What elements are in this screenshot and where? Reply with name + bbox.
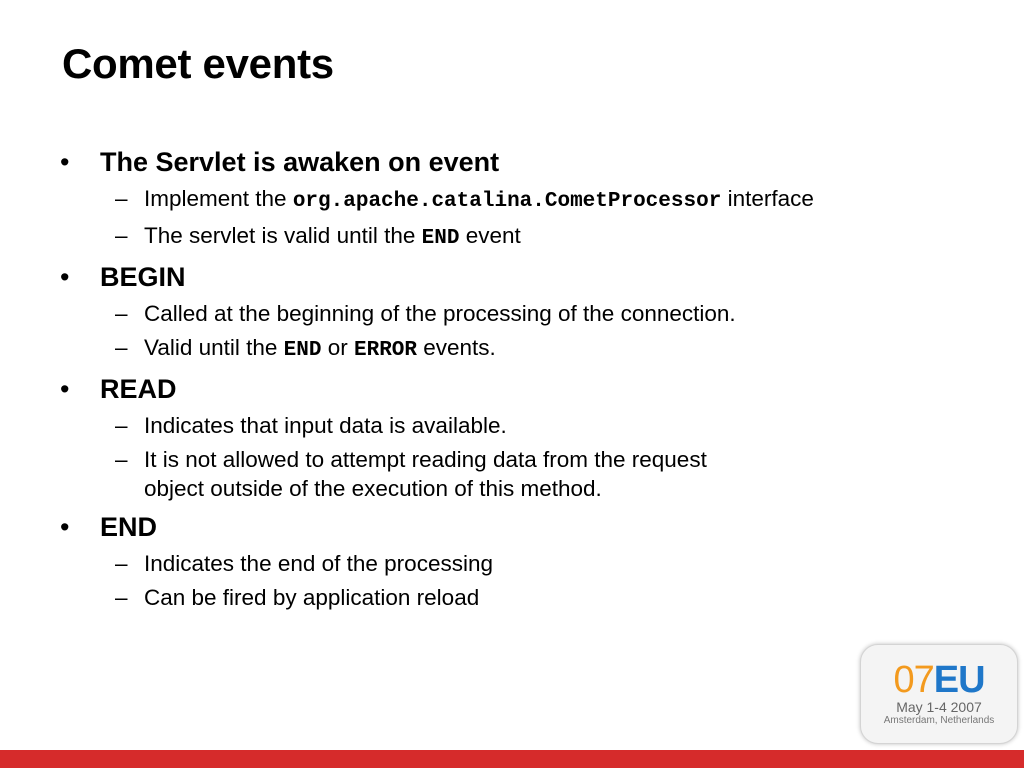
sub-list [62,299,962,365]
bullet-group-end [62,509,962,612]
code-text: ERROR [354,339,418,362]
bullet-heading: END [100,512,158,542]
sub-text: Indicates that input data is available. [144,413,507,438]
sub-item [62,549,962,578]
sub-text: events. [417,335,496,360]
dash-icon: – [115,447,128,472]
logo-mark [861,661,1017,699]
bullet-group-read [62,371,962,503]
bullet-icon: • [60,147,70,177]
bullet-begin [62,259,962,295]
sub-list [62,184,962,253]
bullet-group-begin [62,259,962,365]
code-text: END [283,339,322,362]
bullet-heading: The Servlet is awaken on event [100,147,500,177]
logo-region: EU [933,659,985,701]
sub-list [62,549,962,612]
sub-item [62,411,962,440]
dash-icon: – [115,413,128,438]
sub-text: or [321,335,354,360]
sub-text: Called at the beginning of the processing of the connection. [144,301,736,326]
dash-icon: – [115,223,128,248]
dash-icon: – [115,335,128,360]
sub-text: interface [721,186,814,211]
bullet-icon: • [60,374,70,404]
logo-date: May 1-4 2007 [896,699,982,715]
bullet-heading: BEGIN [100,262,186,292]
slide-content [62,144,962,618]
sub-item [62,583,962,612]
bullet-end [62,509,962,545]
dash-icon: – [115,301,128,326]
dash-icon: – [115,186,128,211]
dash-icon: – [115,585,128,610]
bullet-read [62,371,962,407]
slide-title: Comet events [62,40,334,87]
sub-text: Can be fired by application reload [144,585,480,610]
bullet-icon: • [60,262,70,292]
logo-number: 07 [893,659,934,701]
sub-item [62,299,962,328]
sub-list [62,411,962,503]
sub-text: event [459,223,521,248]
sub-text: Valid until the [144,335,284,360]
dash-icon: – [115,551,128,576]
sub-text: The servlet is valid until the [144,223,422,248]
sub-item [62,333,962,365]
bullet-heading: READ [100,374,177,404]
logo-place: Amsterdam, Netherlands [883,715,995,726]
code-text: org.apache.catalina.CometProcessor [292,190,722,213]
sub-text: Implement the [144,186,293,211]
code-text: END [421,227,460,250]
sub-text-line1: It is not allowed to attempt reading data from the request [144,447,707,472]
sub-text-line2: object outside of the execution of this method. [144,476,602,501]
event-logo [860,644,1018,744]
bullet-servlet [62,144,962,180]
bullet-group-servlet [62,144,962,253]
bullet-icon: • [60,512,70,542]
sub-item [62,445,962,503]
footer-bar [0,750,1024,768]
sub-item [62,221,962,253]
sub-text: Indicates the end of the processing [144,551,493,576]
sub-item [62,184,962,216]
